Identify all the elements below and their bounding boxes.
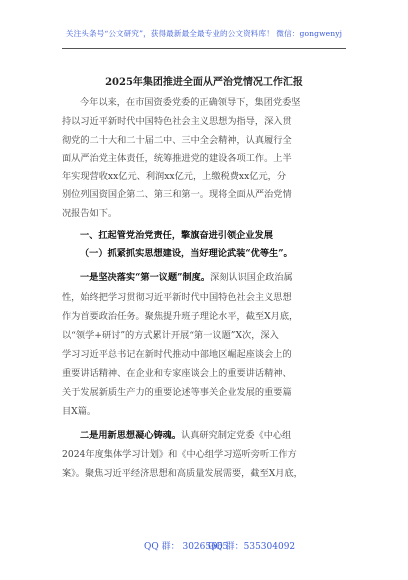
subsection-heading: （一）抓紧抓实思想建设，当好理论武装“优等生”。 [80, 248, 293, 259]
paragraph-lead: 一是坚决落实“第一议题”制度。 [80, 272, 211, 283]
paragraph-line [80, 430, 364, 442]
paragraph-lead: 二是用新思想凝心铸魂。 [80, 430, 182, 441]
paragraph-line: 以“领学+研讨”的方式累计开展“第一议题”X次，深入 [62, 330, 279, 341]
intro-line: 面从严治党主体责任，统筹推进党的建设各项工作。上半 [62, 153, 292, 164]
section-heading: 一、扛起管党治党责任，擎旗奋进引领企业发展 [80, 230, 273, 241]
paragraph-line: 学习习近平总书记在新时代推动中部地区崛起座谈会上的 [62, 349, 292, 360]
intro-line: 别位列国资国企第二、第三和第一。现将全面从严治党情 [62, 189, 292, 200]
paragraph-line: 性，始终把学习贯彻习近平新时代中国特色社会主义思想 [62, 292, 292, 303]
paragraph-line: 关于发展新质生产力的重要论述等事关企业发展的重要篇 [62, 387, 292, 398]
footer-qq-group-2: QQ 群：535304092 [208, 542, 296, 552]
intro-line: 持以习近平新时代中国特色社会主义思想为指导，深入贯 [62, 116, 292, 127]
paragraph-line: 案》。聚焦习近平经济思想和高质量发展需要，截至X月底， [62, 468, 303, 479]
paragraph-text: 认真研究制定党委《中心组 [181, 430, 292, 441]
header-banner: 关注头条号“公文研究”，获得最新最全最专业的公文资料库！ 微信：gongwenyj [65, 29, 343, 38]
document-title: 2025年集团推进全面从严治党情况工作汇报 [105, 77, 303, 88]
intro-line: 彻党的二十大和二十届二中、三中全会精神，认真履行全 [62, 135, 292, 146]
paragraph-line: 作为首要政治任务。聚焦提升班子理论水平，截至X月底， [62, 311, 299, 322]
intro-line: 今年以来，在市国资委党委的正确领导下，集团党委坚 [80, 97, 301, 108]
footer-qq-group-1: QQ 群： 30265665 [144, 542, 229, 552]
paragraph-line: 重要讲话精神、在企业和专家座谈会上的重要讲话精神、 [62, 368, 292, 379]
header-divider [62, 48, 346, 49]
intro-line: 年实现营收xx亿元、利润xx亿元，上缴税费xx亿元，分 [62, 171, 287, 182]
paragraph-line [80, 272, 364, 284]
paragraph-text: 深刻认识国企政治属 [210, 272, 293, 283]
intro-line: 况报告如下。 [62, 208, 118, 219]
paragraph-line: 2024年度集体学习计划》和《中心组学习巡听旁听工作方 [62, 449, 297, 460]
paragraph-line: 目X篇。 [62, 406, 97, 417]
